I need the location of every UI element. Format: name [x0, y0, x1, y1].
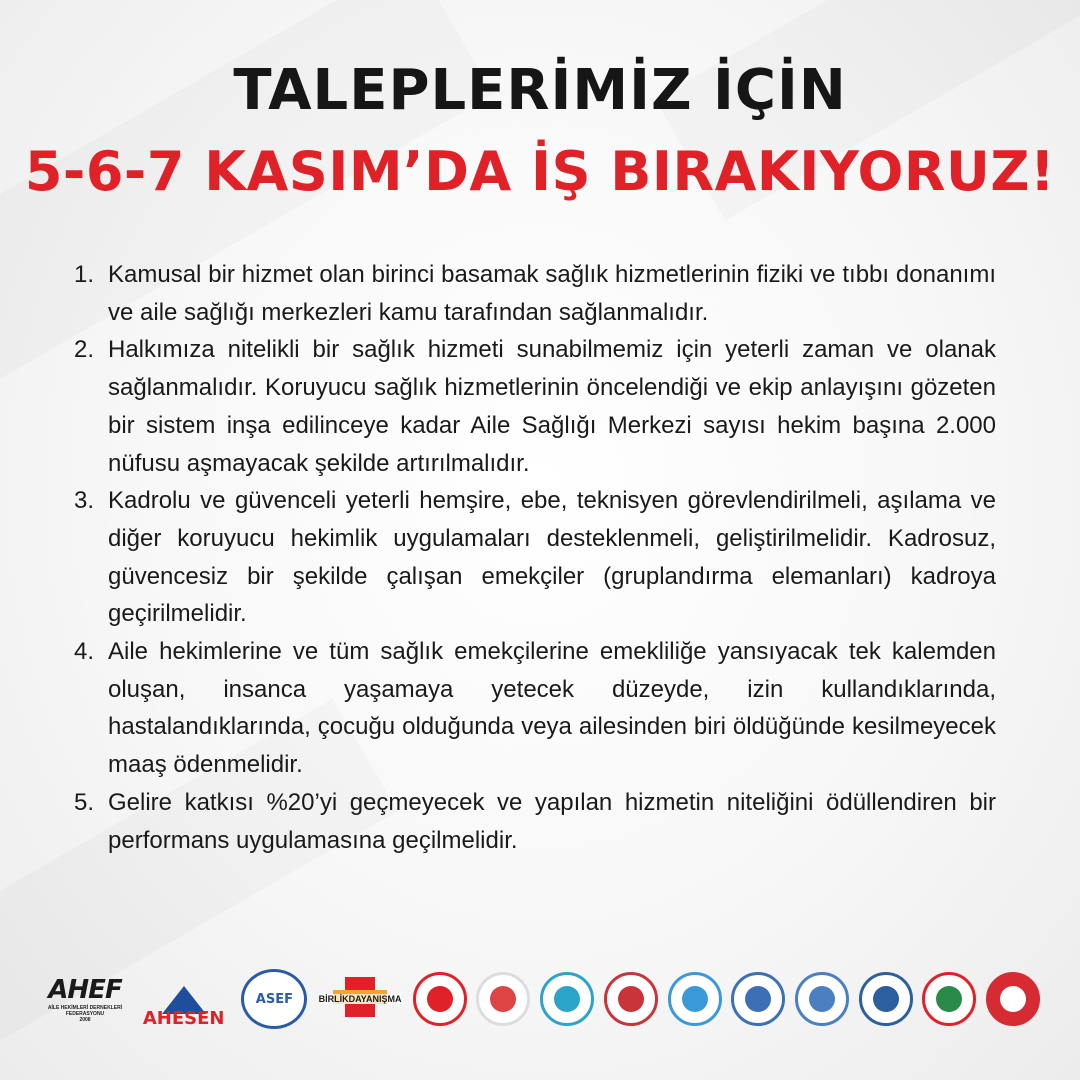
- heart-hands-logo-icon: [476, 972, 530, 1026]
- demand-item: [74, 331, 996, 482]
- logo-inner-mark: [936, 986, 962, 1012]
- ahef-logo-year: 2008: [79, 1017, 91, 1023]
- headline-line-1: TALEPLERİMİZ İÇİN: [233, 58, 847, 123]
- crescent-logo-icon: [413, 972, 467, 1026]
- logo-inner-mark: [490, 986, 516, 1012]
- demand-number: 5.: [74, 788, 95, 816]
- tabip-ses-logo-icon: [795, 972, 849, 1026]
- asef-logo-icon: [241, 969, 307, 1029]
- demand-item: [74, 482, 996, 633]
- demand-number: 2.: [74, 336, 95, 364]
- logo-inner-mark: [618, 986, 644, 1012]
- asef-logo-mark: ASEF: [255, 991, 293, 1007]
- caduceus-logo-icon: [922, 972, 976, 1026]
- red-seal-logo-icon: [986, 972, 1040, 1026]
- demands-list: [74, 256, 996, 859]
- cumhuriyet-saglik-sen-logo-icon: [604, 972, 658, 1026]
- logo-inner-mark: [554, 986, 580, 1012]
- star-compass-logo-icon: [859, 972, 913, 1026]
- logo-inner-mark: [745, 986, 771, 1012]
- ahef-logo-mark: AHEF: [48, 975, 122, 1005]
- ses-logo-icon: [731, 972, 785, 1026]
- headline-line-2: 5-6-7 KASIM’DA İŞ BIRAKIYORUZ!: [24, 140, 1056, 203]
- demand-text: Halkımıza nitelikli bir sağlık hizmeti sunabilmemiz için yeterli zaman ve olanak sağlanmalıdır. Koruyucu sağlık hizmetlerinin öncelendiği ve ekip anlayışını gözeten bir sistem inşa edilinceye kadar Aile Sağlığı Merkezi sayısı hekim başına 2.000 nüfusu aşmayacak şekilde artırılmalıdır.: [108, 336, 996, 477]
- demand-text: Aile hekimlerine ve tüm sağlık emekçilerine emekliliğe yansıyacak tek kalemden oluşan, insanca yaşamaya yetecek düzeyde, izin kullandıklarında, hastalandıklarında, çocuğu olduğunda veya ailesinden biri öldüğünde kesilmeyecek maaş ödenmelidir.: [108, 638, 996, 779]
- sa-ha-der-logo-icon: [668, 972, 722, 1026]
- demand-text: Gelire katkısı %20’yi geçmeyecek ve yapılan hizmetin niteliğini ödüllendiren bir performans uygulamasına geçilmelidir.: [108, 788, 996, 854]
- demand-number: 3.: [74, 487, 95, 515]
- ahef-logo-icon: [44, 969, 126, 1029]
- logo-inner-mark: [427, 986, 453, 1012]
- ahef-logo-caption: AİLE HEKİMLERİ DERNEKLERİ FEDERASYONU: [47, 1005, 123, 1017]
- logo-inner-mark: [873, 986, 899, 1012]
- demand-number: 1.: [74, 261, 95, 288]
- logo-inner-mark: [1000, 986, 1026, 1012]
- demand-number: 4.: [74, 638, 95, 666]
- demand-item: [74, 633, 996, 784]
- ahesen-logo-mark: AHESEN: [142, 1008, 225, 1029]
- ahesen-logo-icon: [136, 969, 232, 1029]
- logo-inner-mark: [682, 986, 708, 1012]
- birlik-logo-mark: BİRLİKDAYANIŞMA: [318, 994, 402, 1004]
- dekumsen-logo-icon: [540, 972, 594, 1026]
- demand-text: Kamusal bir hizmet olan birinci basamak sağlık hizmetlerinin fiziki ve tıbbı donanımı ve aile sağlığı merkezleri kamu tarafından sağlanmalıdır.: [108, 261, 996, 326]
- demand-item: [74, 784, 996, 859]
- demand-text: Kadrolu ve güvenceli yeterli hemşire, ebe, teknisyen görevlendirilmeli, aşılama ve diğer koruyucu hekimlik uygulamaları desteklenmeli, geliştirilmelidir. Kadrosuz, güvencesiz bir şekilde çalışan emekçiler (gruplandırma elemanları) kadroya geçirilmelidir.: [108, 487, 996, 628]
- demand-item: [74, 256, 996, 331]
- birlik-dayanisma-logo-icon: [317, 977, 403, 1021]
- organization-logos-row: [44, 968, 1040, 1030]
- logo-inner-mark: [809, 986, 835, 1012]
